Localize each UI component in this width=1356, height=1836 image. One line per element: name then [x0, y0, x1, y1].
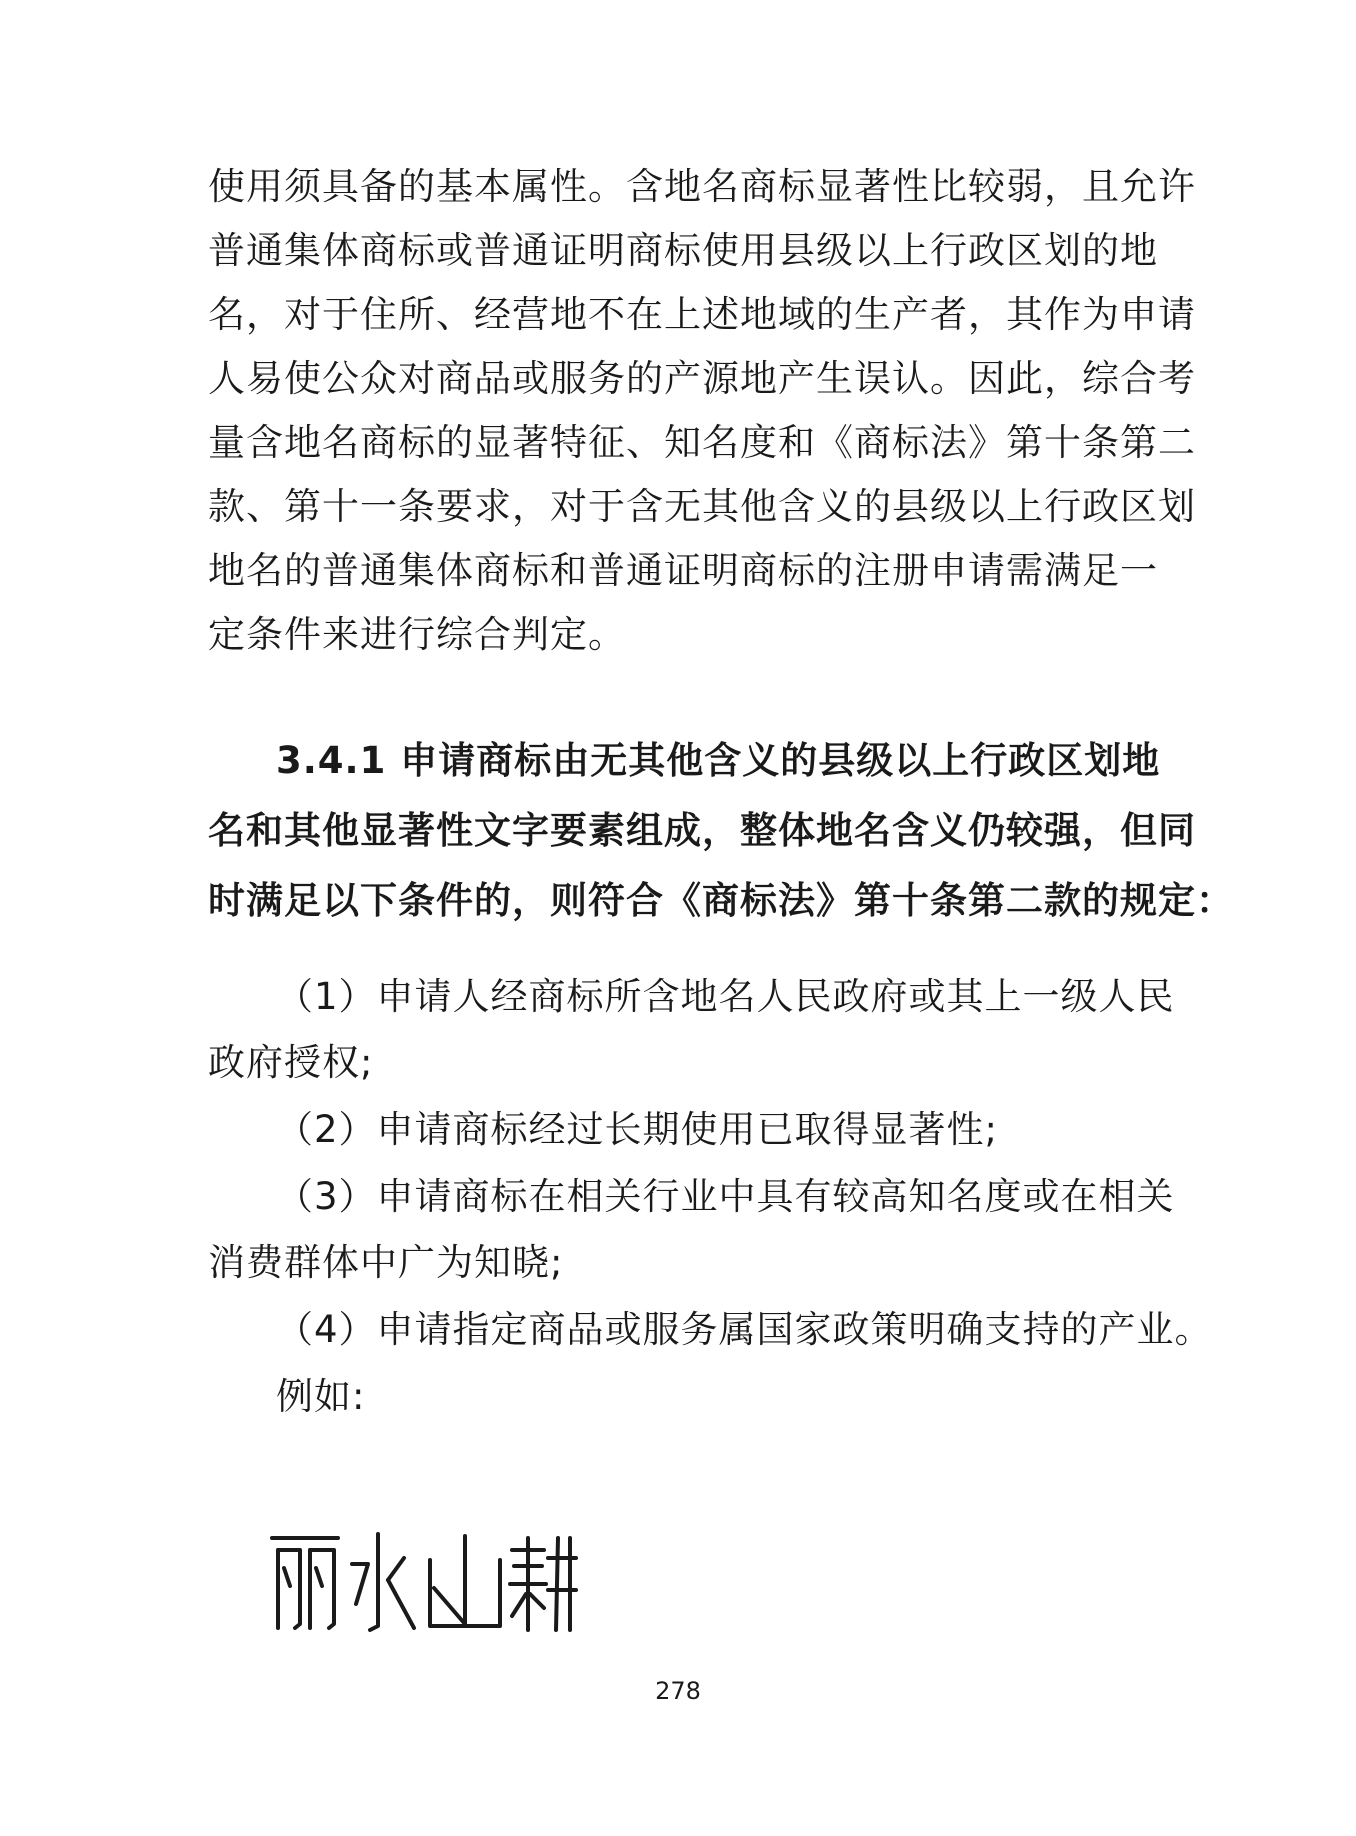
example-trademark-logo [268, 1528, 578, 1638]
body-line: 名，对于住所、经营地不在上述地域的生产者，其作为申请 [208, 293, 1196, 336]
condition-item-2: （2）申请商标经过长期使用已取得显著性; [276, 1108, 999, 1151]
body-line: 地名的普通集体商标和普通证明商标的注册申请需满足一 [208, 549, 1158, 592]
body-line: 款、第十一条要求，对于含无其他含义的县级以上行政区划 [208, 485, 1196, 528]
section-heading-line: 3.4.1 申请商标由无其他含义的县级以上行政区划地 [276, 739, 1161, 782]
page-number: 278 [655, 1677, 701, 1705]
body-line: 普通集体商标或普通证明商标使用县级以上行政区划的地 [208, 229, 1158, 272]
condition-item-4: （4）申请指定商品或服务属国家政策明确支持的产业。 [276, 1308, 1213, 1351]
body-line: 定条件来进行综合判定。 [208, 613, 626, 656]
body-line: 量含地名商标的显著特征、知名度和《商标法》第十条第二 [208, 421, 1196, 464]
body-line: 人易使公众对商品或服务的产源地产生误认。因此，综合考 [208, 357, 1196, 400]
condition-item-3-continued: 消费群体中广为知晓; [208, 1241, 564, 1284]
example-label: 例如: [276, 1375, 366, 1418]
condition-item-1-continued: 政府授权; [208, 1041, 374, 1084]
section-heading-line: 名和其他显著性文字要素组成，整体地名含义仍较强，但同 [208, 809, 1196, 852]
section-heading-line: 时满足以下条件的，则符合《商标法》第十条第二款的规定： [208, 879, 1234, 922]
condition-item-3: （3）申请商标在相关行业中具有较高知名度或在相关 [276, 1175, 1175, 1218]
condition-item-1: （1）申请人经商标所含地名人民政府或其上一级人民 [276, 975, 1175, 1018]
body-line: 使用须具备的基本属性。含地名商标显著性比较弱，且允许 [208, 165, 1196, 208]
